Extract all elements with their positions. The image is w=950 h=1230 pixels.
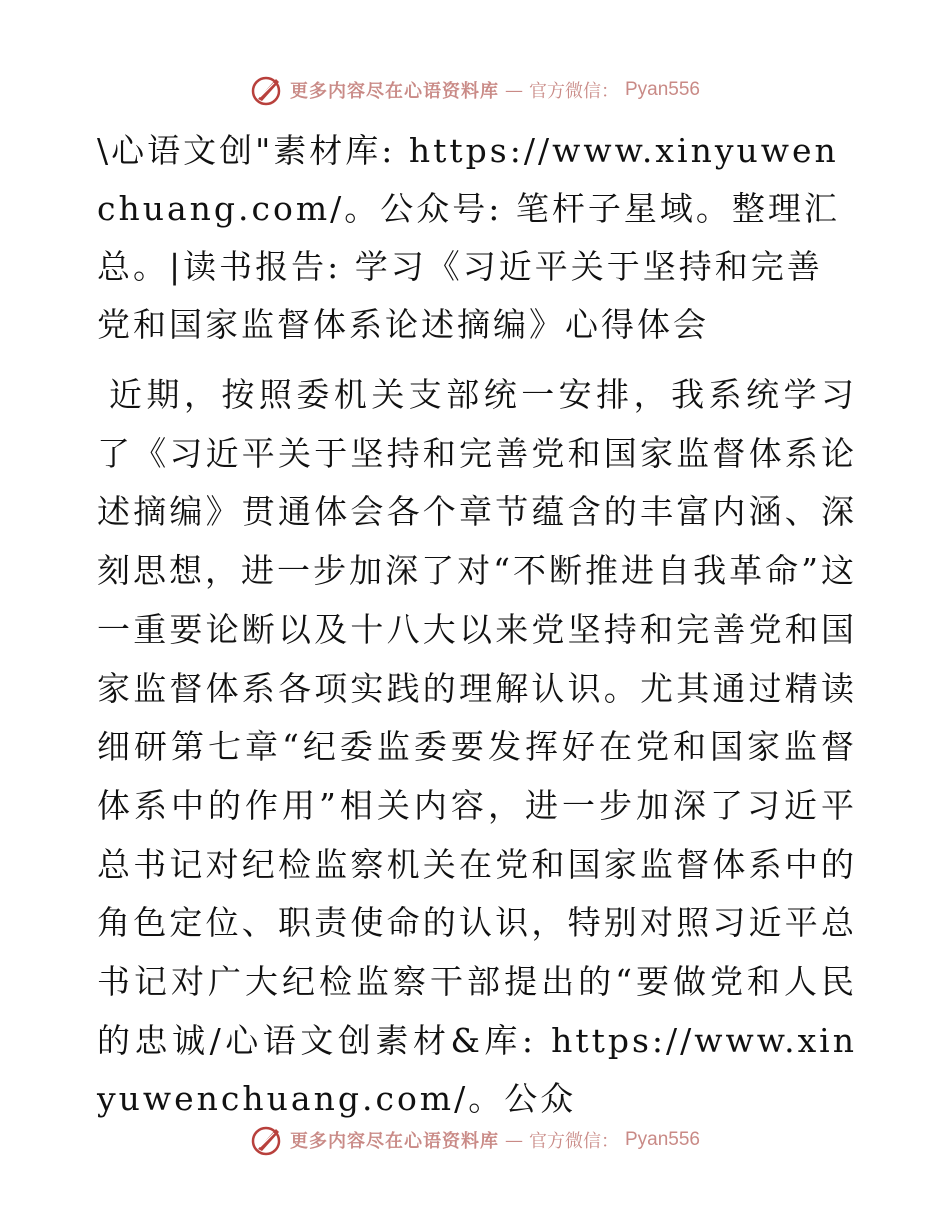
banner-dash: — — [504, 79, 523, 101]
banner-wechat-id: Pyan556 — [624, 1129, 700, 1150]
document-body — [97, 122, 857, 1129]
document-heading: \心语文创"素材库: https://www.xinyuwenchuang.com/。公众号: 笔杆子星域。整理汇总。|读书报告: 学习《习近平关于坚持和完善党和国家监督体系论述摘编》心得体会 — [97, 131, 840, 344]
banner-dash: — — [504, 1129, 523, 1151]
banner-wechat-label: 官方微信： — [528, 81, 619, 102]
header-watermark-banner — [0, 70, 950, 110]
footer-watermark-banner — [0, 1120, 950, 1160]
banner-main-text: 更多内容尽在心语资料库 — [289, 81, 499, 102]
quill-logo-icon — [250, 1123, 284, 1157]
document-paragraph: 近期，按照委机关支部统一安排，我系统学习了《习近平关于坚持和完善党和国家监督体系论述摘编》贯通体会各个章节蕴含的丰富内涵、深刻思想，进一步加深了对“不断推进自我革命”这一重要论断以及十八大以来党坚持和完善党和国家监督体系各项实践的理解认识。尤其通过精读细研第七章“纪委监委要发挥好在党和国家监督体系中的作用”相关内容，进一步加深了习近平总书记对纪检监察机关在党和国家监督体系中的角色定位、职责使命的认识，特别对照习近平总书记对广大纪检监察干部提出的“要做党和人民的忠诚/心语文创素材&库: https://www.xinyuwenchuang.com/。公众 — [97, 375, 857, 1119]
banner-main-text: 更多内容尽在心语资料库 — [289, 1131, 499, 1152]
quill-logo-icon — [250, 73, 284, 107]
banner-wechat-label: 官方微信： — [528, 1131, 619, 1152]
banner-wechat-id: Pyan556 — [624, 79, 700, 100]
